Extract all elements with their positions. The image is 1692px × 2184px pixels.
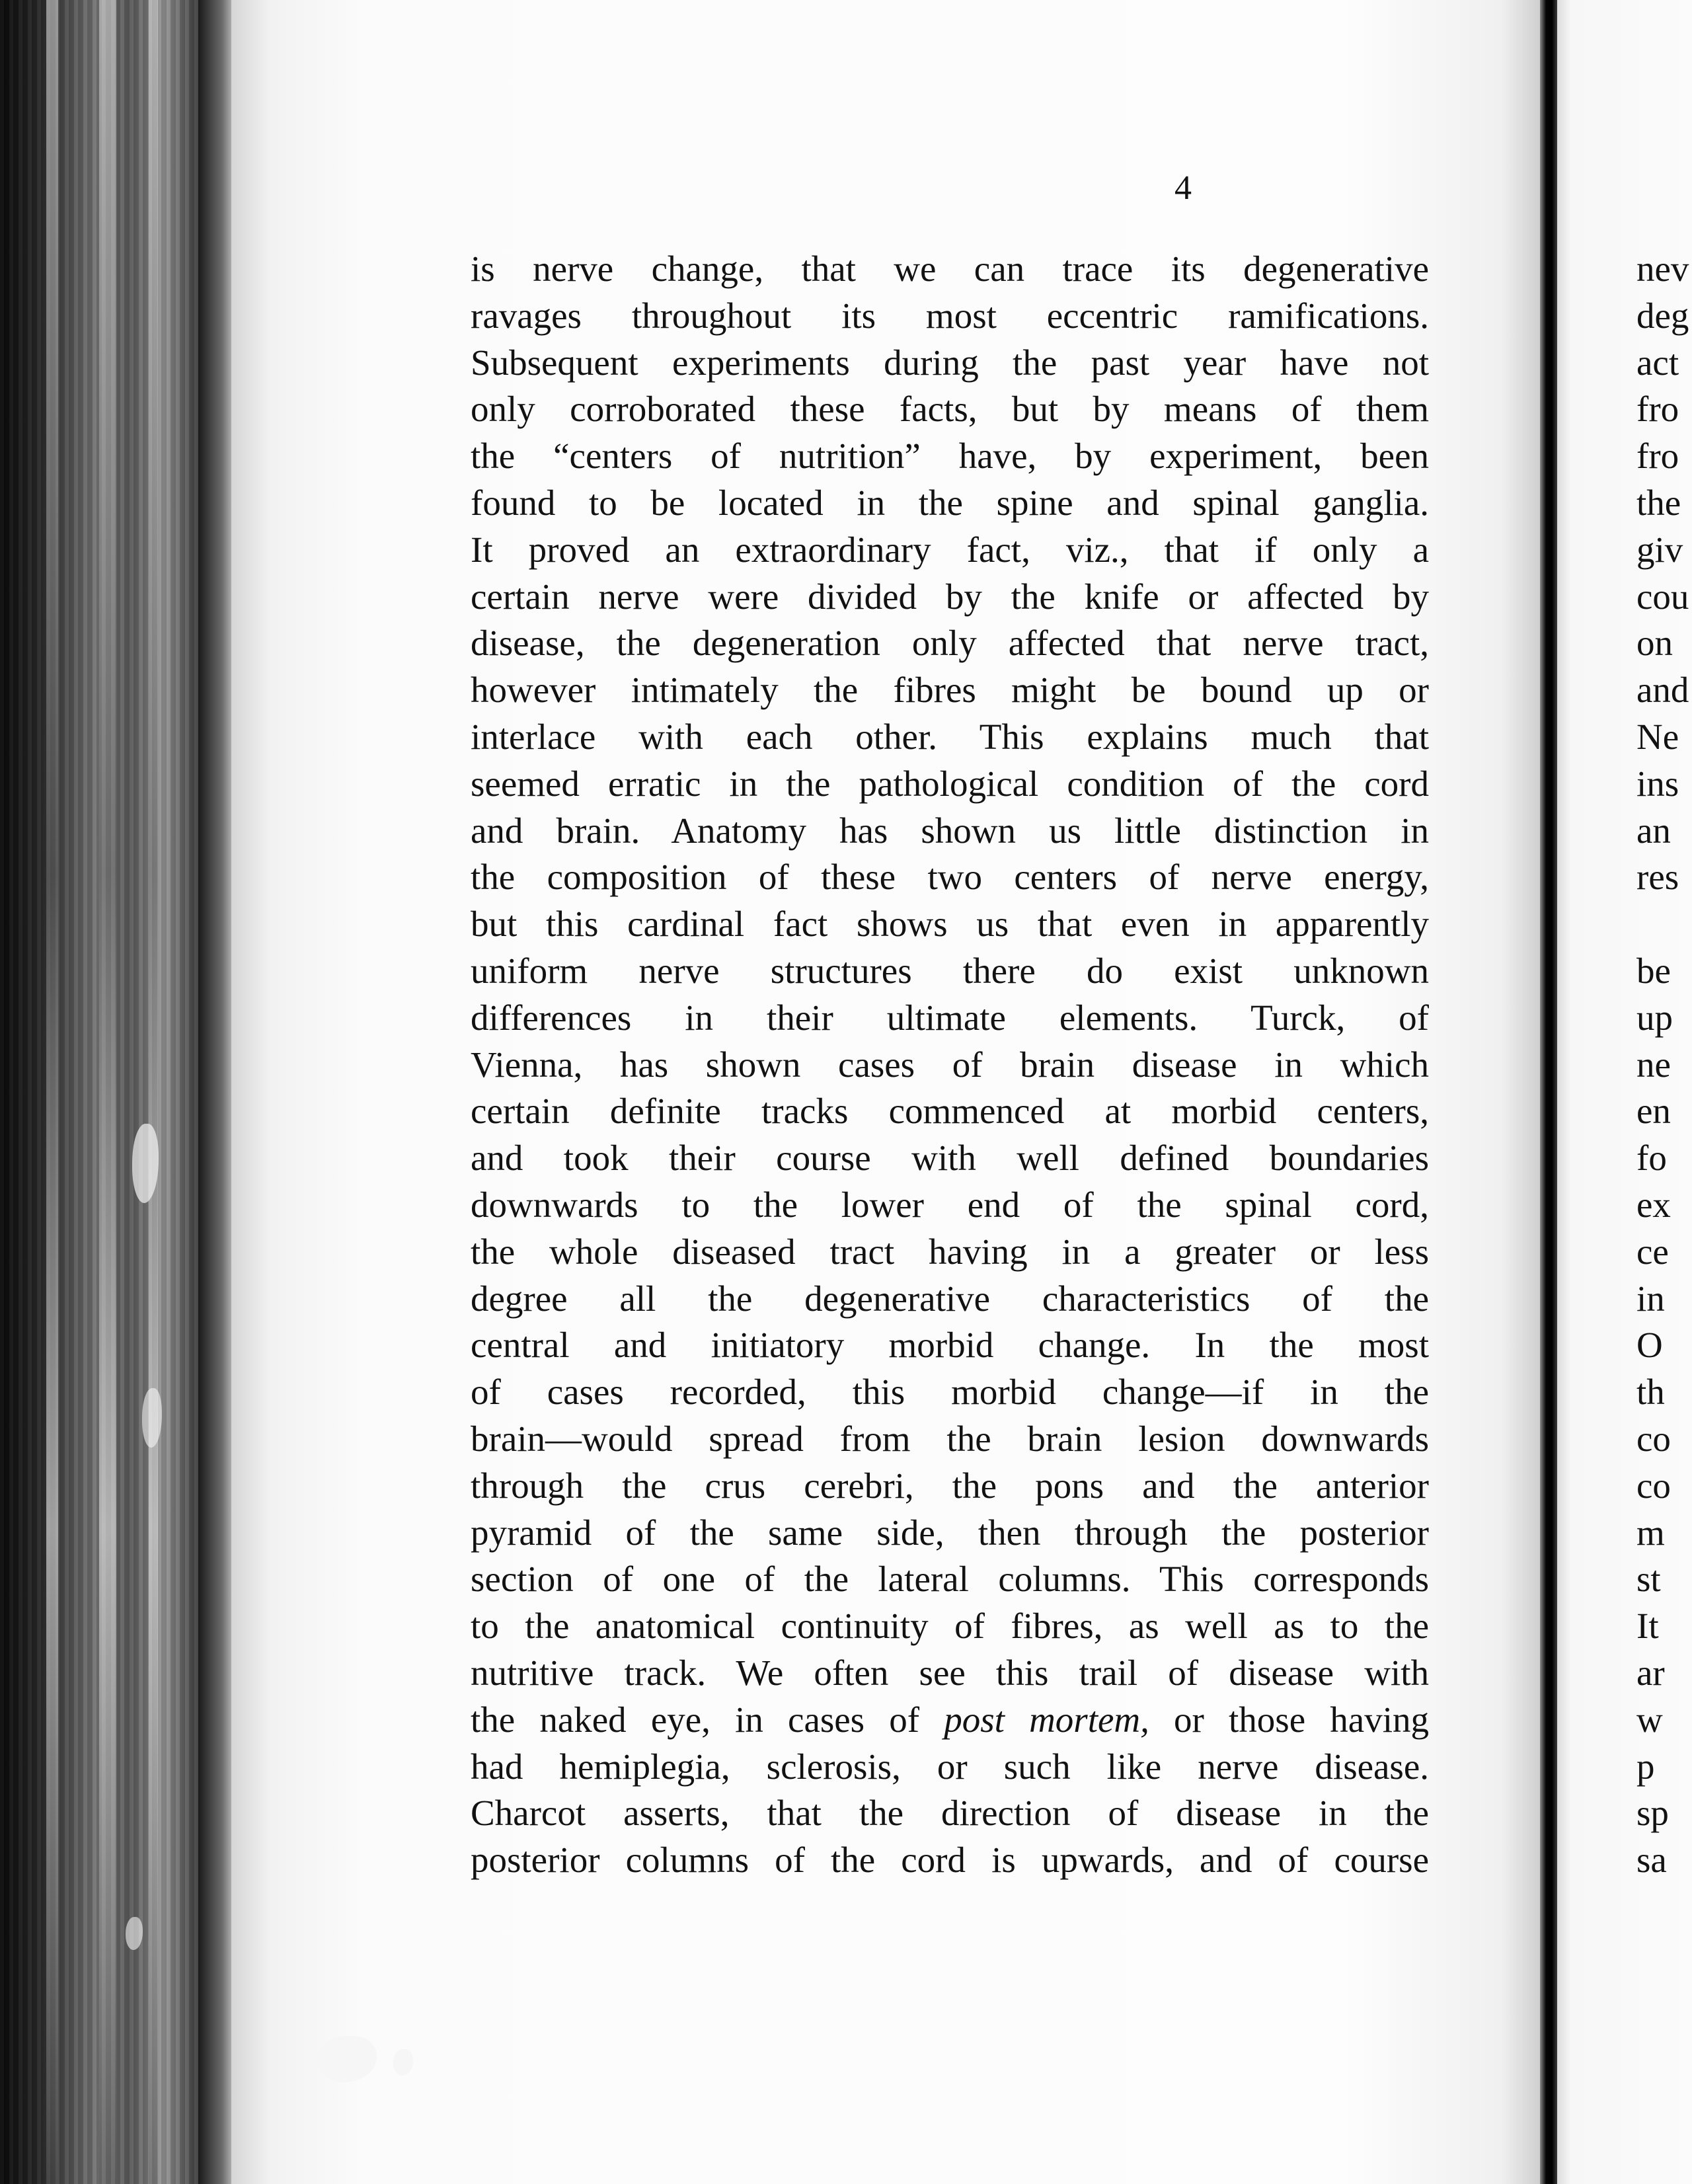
text-fragment: fro [1636,436,1679,477]
text-fragment: O [1636,1325,1663,1366]
text-fragment: nev [1636,249,1689,289]
text-fragment: res [1636,857,1679,898]
spine-texture [99,0,116,2184]
text-fragment: ins [1636,763,1679,804]
text-fragment: co [1636,1418,1671,1459]
page-divider [1540,0,1557,2184]
text-line: section of one of the lateral columns. This corresponds [471,1559,1429,1600]
text-line: nutritive track. We often see this trail of disease with [471,1652,1429,1693]
text-fragment: on [1636,623,1673,664]
text-line: through the crus cerebri, the pons and the anterior [471,1465,1429,1506]
text-line: central and initiatory morbid change. In the most [471,1325,1429,1366]
text-fragment: and [1636,670,1689,711]
text-line: Subsequent experiments during the past year have not [471,342,1429,383]
text-fragment: the [1636,482,1681,523]
text-line: ravages throughout its most eccentric ramifications. [471,295,1429,336]
text-line: the “centers of nutrition” have, by experiment, been [471,436,1429,477]
text-fragment: th [1636,1372,1665,1413]
text-fragment: fro [1636,389,1679,430]
spine-wear-mark [142,1388,162,1448]
text-fragment: Ne [1636,716,1679,757]
text-line: pyramid of the same side, then through the posterior [471,1512,1429,1553]
text-line-with-italic [471,1697,1429,1744]
text-line: is nerve change, that we can trace its degenerative [471,249,1429,289]
text-line: to the anatomical continuity of fibres, as well as to the [471,1606,1429,1647]
body-text [471,246,1429,1884]
text-line: posterior columns of the cord is upwards, and of course [471,1840,1429,1881]
text-fragment: fo [1636,1138,1667,1179]
text-line: and brain. Anatomy has shown us little distinction in [471,810,1429,851]
text-line: disease, the degeneration only affected that nerve tract, [471,623,1429,664]
text-fragment: p [1636,1746,1655,1787]
text-line: of cases recorded, this morbid change—if in the [471,1372,1429,1413]
text-segment: or those having [1149,1699,1429,1740]
text-line: interlace with each other. This explains much that [471,716,1429,757]
page-stain [393,2049,413,2076]
text-fragment: up [1636,997,1673,1038]
text-line: It proved an extraordinary fact, viz., that if only a [471,529,1429,570]
text-line: uniform nerve structures there do exist unknown [471,950,1429,991]
text-line: degree all the degenerative characteristics of the [471,1278,1429,1319]
text-fragment: cou [1636,576,1689,617]
italic-phrase: post mortem, [944,1699,1149,1740]
text-line: the composition of these two centers of nerve energy, [471,857,1429,898]
text-line: only corroborated these facts, but by means of them [471,389,1429,430]
text-fragment: w [1636,1699,1663,1740]
spine-texture [149,0,158,2184]
text-fragment: ce [1636,1231,1669,1272]
facing-page-text [1636,246,1689,1884]
text-fragment: be [1636,950,1671,991]
text-fragment: st [1636,1559,1661,1600]
text-fragment: in [1636,1278,1665,1319]
paragraph-gap [1636,901,1689,948]
text-line: found to be located in the spine and spinal ganglia. [471,482,1429,523]
text-line: had hemiplegia, sclerosis, or such like nerve disease. [471,1746,1429,1787]
text-line: brain—would spread from the brain lesion downwards [471,1418,1429,1459]
text-fragment: sa [1636,1840,1667,1881]
text-fragment: act [1636,342,1679,383]
text-fragment: deg [1636,295,1689,336]
text-line: however intimately the fibres might be bound up or [471,670,1429,711]
text-fragment: It [1636,1606,1659,1647]
text-line: the whole diseased tract having in a greater or less [471,1231,1429,1272]
text-fragment: ex [1636,1184,1671,1225]
text-fragment: sp [1636,1793,1669,1834]
text-line: downwards to the lower end of the spinal cord, [471,1184,1429,1225]
text-fragment: ar [1636,1652,1665,1693]
spine-wear-mark [126,1917,143,1950]
page-number: 4 [1174,169,1192,207]
text-fragment: m [1636,1512,1665,1553]
text-line: but this cardinal fact shows us that even in apparently [471,904,1429,945]
right-facing-page [1557,0,1692,2184]
text-line: seemed erratic in the pathological condition of the cord [471,763,1429,804]
text-line: Charcot asserts, that the direction of disease in the [471,1793,1429,1834]
book-spine [0,0,218,2184]
text-line: certain nerve were divided by the knife or affected by [471,576,1429,617]
text-segment: the naked eye, in cases of [471,1699,944,1740]
text-fragment: co [1636,1465,1671,1506]
page-stain [317,2036,377,2082]
text-line: Vienna, has shown cases of brain disease in which [471,1044,1429,1085]
text-fragment: en [1636,1091,1671,1132]
text-line: differences in their ultimate elements. Turck, of [471,997,1429,1038]
spine-texture [46,0,58,2184]
text-fragment: giv [1636,529,1683,570]
text-line: and took their course with well defined boundaries [471,1138,1429,1179]
text-line: certain definite tracks commenced at morbid centers, [471,1091,1429,1132]
text-fragment: ne [1636,1044,1671,1085]
text-fragment: an [1636,810,1671,851]
